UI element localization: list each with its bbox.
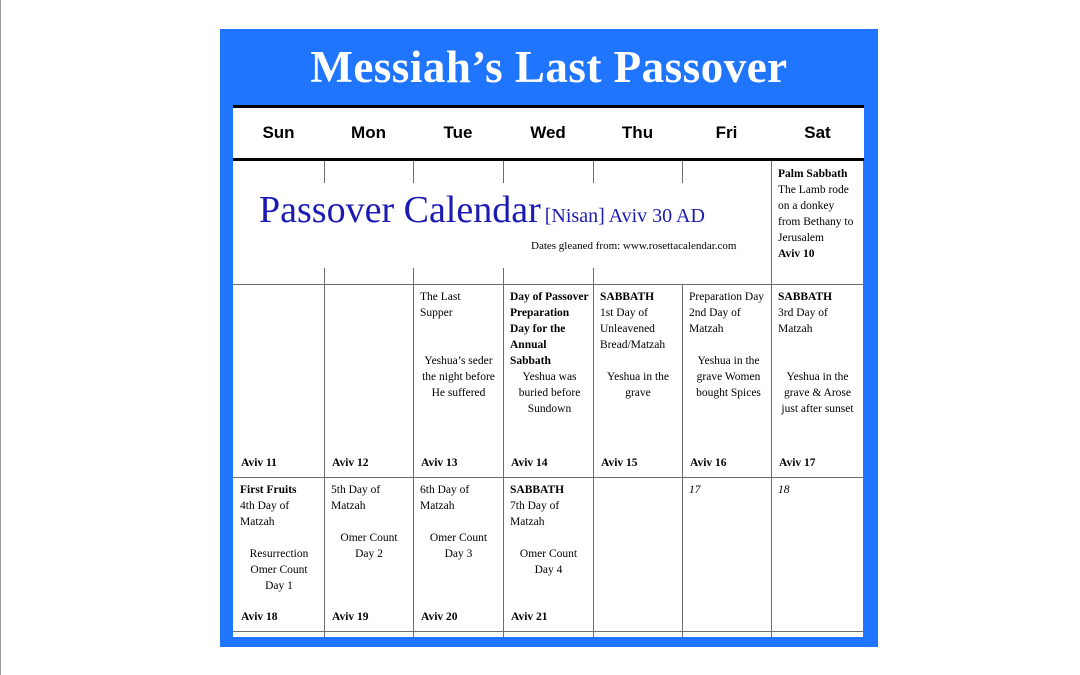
cell-aviv: Aviv 17	[779, 457, 816, 469]
day-header-tue: Tue	[443, 123, 473, 142]
dates-note: Dates gleaned from: www.rosettacalendar.com	[531, 240, 737, 252]
cell-aviv-17	[771, 284, 863, 477]
cell-aviv: Aviv 13	[421, 457, 458, 469]
cell-line2: 2nd Day of Matzah	[689, 307, 741, 335]
page-left-edge	[0, 0, 1, 675]
day-header-sat: Sat	[804, 123, 831, 142]
cell-note: Omer Count Day 2	[340, 532, 398, 560]
cell-title: SABBATH	[778, 291, 833, 303]
cell-aviv-18	[233, 477, 324, 631]
row-line-bottom	[233, 631, 864, 632]
cell-aviv-10	[771, 161, 864, 284]
cell-aviv: Aviv 20	[421, 611, 458, 623]
cell-day-number: 17	[689, 484, 701, 496]
cell-aviv-14	[503, 284, 593, 477]
page-title: Messiah’s Last Passover	[310, 42, 788, 92]
cell-aviv-21	[503, 477, 593, 631]
cell-aviv: Aviv 19	[332, 611, 369, 623]
cell-empty-thu	[593, 477, 682, 631]
cell-fri-17	[682, 477, 771, 631]
cell-aviv: Aviv 16	[690, 457, 727, 469]
banner-title	[259, 188, 705, 232]
cell-line2: Supper	[420, 307, 453, 319]
cell-body: 1st Day of Unleavened Bread/Matzah	[600, 307, 666, 351]
cell-note: Yeshua in the grave Women bought Spices	[696, 355, 761, 399]
cell-aviv-12	[324, 284, 413, 477]
cell-body: 7th Day of Matzah	[510, 500, 560, 528]
cell-body: 4th Day of Matzah	[240, 500, 290, 528]
cell-note: Yeshua’s seder the night before He suffered	[422, 355, 495, 399]
cell-sat-18	[771, 477, 863, 631]
day-header-fri: Fri	[715, 123, 738, 142]
cell-aviv-16	[682, 284, 771, 477]
cell-aviv-15	[593, 284, 682, 477]
day-header-sun: Sun	[262, 123, 295, 142]
passover-banner	[233, 161, 774, 284]
cell-aviv-13	[413, 284, 503, 477]
cell-aviv: Aviv 14	[511, 457, 548, 469]
cell-body: The Lamb rode on a donkey from Bethany to Jerusalem	[778, 184, 854, 244]
cell-line1: Preparation Day	[689, 291, 765, 303]
cell-day-number: 18	[778, 484, 790, 496]
calendar-grid	[233, 105, 864, 637]
cell-title: SABBATH	[600, 291, 655, 303]
cell-aviv: Aviv 12	[332, 457, 369, 469]
cell-title: First Fruits	[240, 484, 297, 496]
cell-aviv: Aviv 10	[778, 248, 815, 260]
cell-aviv-11	[233, 284, 324, 477]
cell-aviv: Aviv 15	[601, 457, 638, 469]
cell-aviv: Aviv 11	[241, 457, 277, 469]
cell-title: SABBATH	[510, 484, 565, 496]
cell-note: Omer Count Day 4	[519, 548, 578, 576]
calendar-frame	[220, 29, 878, 647]
cell-body: 5th Day of Matzah	[331, 484, 381, 512]
banner-subheading: [Nisan] Aviv 30 AD	[544, 205, 705, 227]
cell-aviv: Aviv 21	[511, 611, 548, 623]
banner-heading: Passover Calendar	[259, 189, 541, 231]
cell-aviv: Aviv 18	[241, 611, 278, 623]
cell-aviv-19	[324, 477, 413, 631]
cell-body: 6th Day of Matzah	[420, 484, 470, 512]
cell-line1: The Last	[420, 291, 461, 303]
cell-note: Yeshua in the grave	[606, 371, 670, 399]
cell-note: Yeshua was buried before Sundown	[518, 371, 581, 415]
cell-title: Palm Sabbath	[778, 168, 848, 180]
cell-body: 3rd Day of Matzah	[778, 307, 828, 335]
day-header-mon: Mon	[351, 123, 386, 142]
cell-note: Omer Count Day 3	[429, 532, 488, 560]
cell-note: Yeshua in the grave & Arose just after sunset	[781, 371, 854, 415]
cell-aviv-20	[413, 477, 503, 631]
cell-note: Resurrection Omer Count Day 1	[249, 548, 309, 592]
day-header-thu: Thu	[621, 123, 654, 142]
day-header-wed: Wed	[530, 123, 566, 142]
cell-title: Day of Passover Preparation Day for the Annual Sabbath	[510, 291, 589, 367]
